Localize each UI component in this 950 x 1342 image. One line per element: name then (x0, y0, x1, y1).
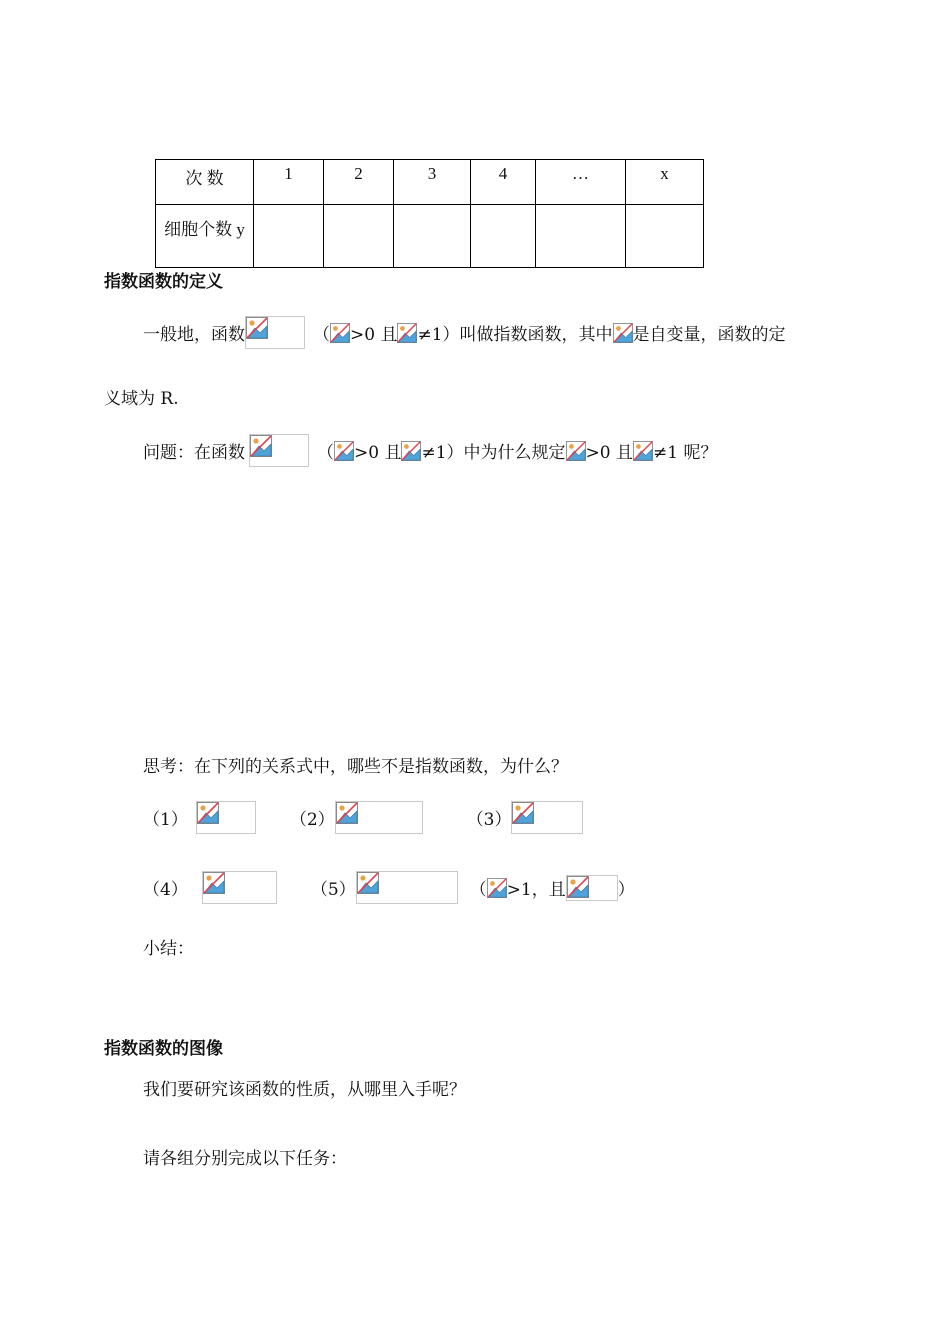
table-cell (471, 205, 536, 268)
section-heading-graph: 指数函数的图像 (104, 1039, 223, 1059)
items-row-1 (143, 801, 583, 834)
text: >0 且 (350, 325, 398, 345)
table-cell (626, 205, 704, 268)
item-label: （4） (143, 880, 188, 900)
table-row (156, 205, 704, 268)
text: （ (469, 880, 487, 900)
table-cell: 2 (324, 160, 394, 205)
text: >0 且 (585, 443, 633, 463)
broken-image-icon (487, 878, 507, 898)
graph-line-1: 我们要研究该函数的性质，从哪里入手呢？ (143, 1080, 466, 1100)
text: >1，且 (506, 880, 566, 900)
broken-image-icon (397, 323, 417, 343)
table-cell: x (626, 160, 704, 205)
table-cell: 4 (471, 160, 536, 205)
text: ） (617, 880, 635, 900)
think-prompt: 思考：在下列的关系式中，哪些不是指数函数，为什么？ (143, 757, 568, 777)
table-cell (254, 205, 324, 268)
broken-image-icon (335, 801, 423, 834)
definition-line-2: 义域为 R. (104, 389, 179, 409)
broken-image-icon (566, 441, 586, 461)
summary-label: 小结： (143, 939, 194, 959)
table-row (156, 160, 704, 205)
item-label: （2） (289, 810, 335, 830)
item-label: （1） (143, 810, 188, 830)
text: ≠1 呢？ (653, 443, 718, 463)
section-heading-definition: 指数函数的定义 (104, 272, 223, 292)
text: 一般地，函数 (143, 325, 245, 345)
broken-image-icon (202, 871, 277, 904)
broken-image-icon (511, 801, 583, 834)
broken-image-icon (633, 441, 653, 461)
table-cell (324, 205, 394, 268)
broken-image-icon (356, 871, 458, 904)
text: （ (317, 443, 334, 463)
cell-count-table (155, 159, 704, 268)
text: ≠1）叫做指数函数，其中 (417, 325, 613, 345)
broken-image-icon (245, 316, 305, 349)
broken-image-icon (196, 801, 256, 834)
broken-image-icon (401, 441, 421, 461)
item-label: （3） (466, 810, 512, 830)
broken-image-icon (330, 323, 350, 343)
broken-image-icon (249, 434, 309, 467)
text: ≠1）中为什么规定 (421, 443, 566, 463)
table-cell: 1 (254, 160, 324, 205)
table-cell: 3 (394, 160, 471, 205)
broken-image-icon (334, 441, 354, 461)
item-label: （5） (310, 880, 356, 900)
text: >0 且 (354, 443, 402, 463)
text: 问题：在函数 (143, 443, 245, 463)
table-cell (394, 205, 471, 268)
table-cell: … (536, 160, 626, 205)
broken-image-icon (566, 875, 618, 901)
broken-image-icon (613, 323, 633, 343)
graph-line-2: 请各组分别完成以下任务： (143, 1149, 347, 1169)
table-cell: 细胞个数 y (156, 205, 254, 268)
table-cell (536, 205, 626, 268)
text: （ (313, 325, 330, 345)
definition-line (143, 316, 786, 349)
table-cell: 次 数 (156, 160, 254, 205)
question-line (143, 434, 717, 467)
items-row-2 (143, 871, 635, 904)
text: 是自变量，函数的定 (632, 325, 786, 345)
